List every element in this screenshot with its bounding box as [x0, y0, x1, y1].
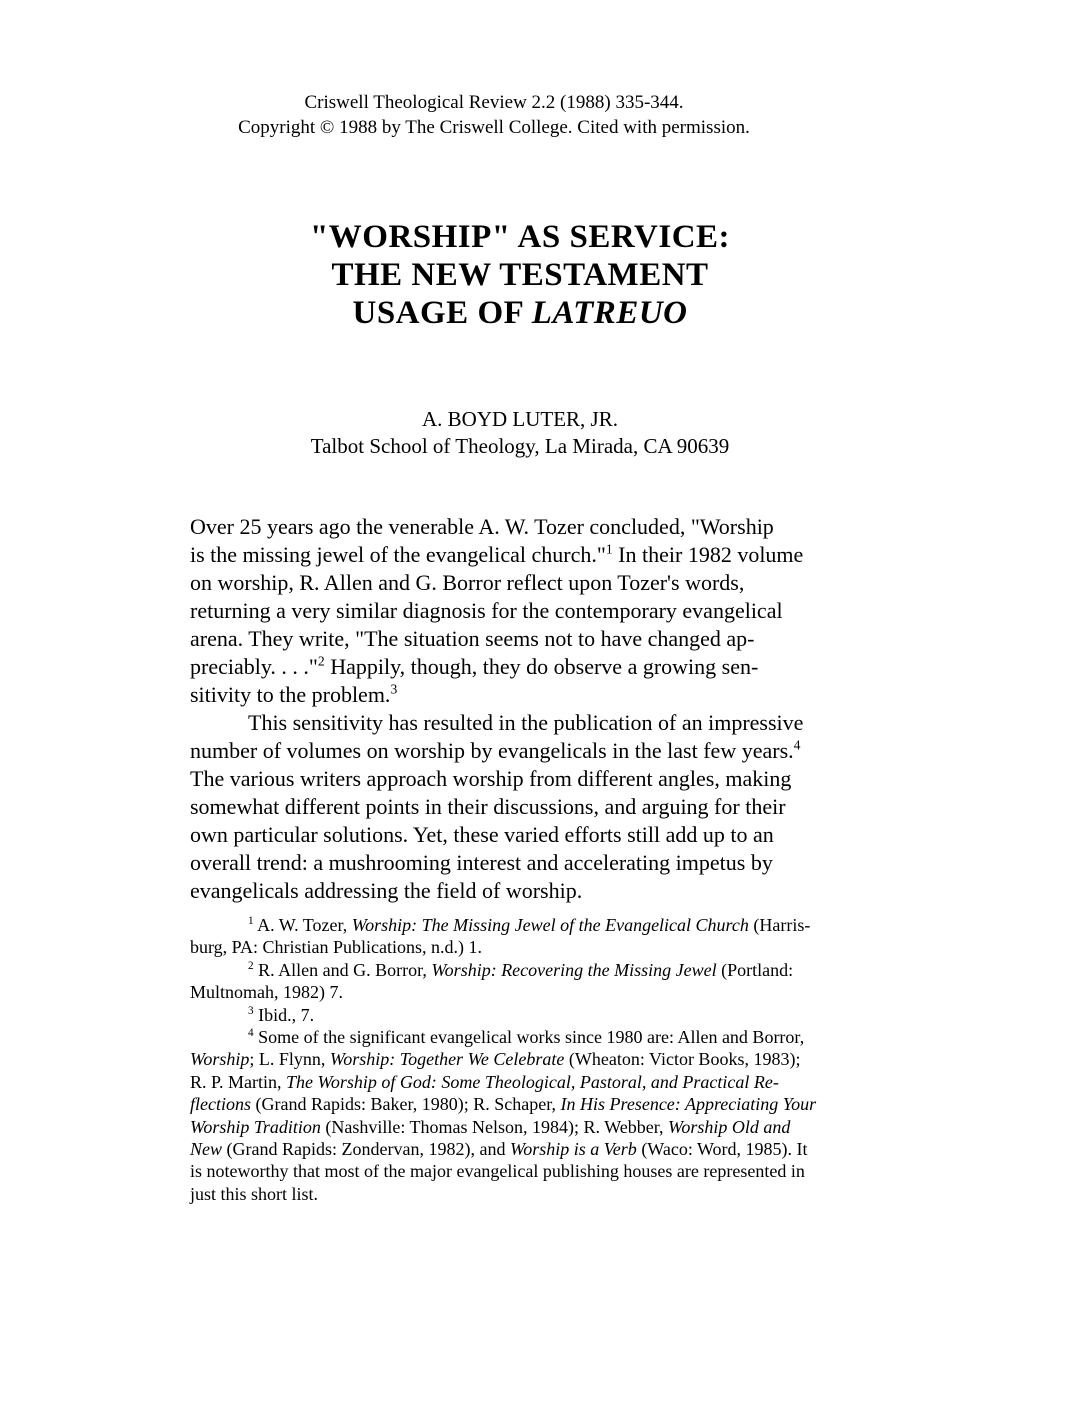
text-line — [190, 1093, 878, 1115]
text-segment: sitivity to the problem. — [190, 682, 391, 707]
paragraph — [190, 959, 878, 1004]
text-segment: R. P. Martin, — [190, 1071, 287, 1092]
article-title — [190, 218, 850, 332]
text-line — [190, 765, 878, 793]
author-block — [190, 406, 850, 460]
paragraph — [190, 1004, 878, 1026]
title-line-3-prefix: USAGE OF — [352, 295, 532, 331]
text-segment: Ibid., 7. — [253, 1004, 315, 1025]
text-line — [190, 653, 878, 681]
text-segment: on worship, R. Allen and G. Borror reflect upon Tozer's words, — [190, 570, 745, 595]
text-segment: is the missing jewel of the evangelical church." — [190, 542, 606, 567]
italic-text: Worship: The Missing Jewel of the Evangelical Church — [351, 915, 749, 935]
italic-text: Worship: Recovering the Missing Jewel — [431, 959, 717, 980]
text-line — [190, 513, 878, 541]
text-segment: (Grand Rapids: Zondervan, 1982), and — [222, 1139, 510, 1160]
text-segment: (Portland: — [716, 959, 794, 980]
text-segment: returning a very similar diagnosis for the contemporary evangelical — [190, 598, 783, 623]
italic-text: Worship Old and — [668, 1116, 791, 1137]
italic-text: The Worship of God: Some Theological, Pastoral, and Practical Re- — [286, 1071, 779, 1092]
text-line — [190, 597, 878, 625]
text-line — [190, 959, 878, 981]
text-segment: somewhat different points in their discussions, and arguing for their — [190, 794, 786, 819]
paragraph — [190, 914, 878, 959]
footnote-marker: 4 — [793, 737, 801, 753]
text-segment: preciably. . . ." — [190, 654, 318, 679]
text-line — [190, 681, 878, 709]
title-line-2: THE NEW TESTAMENT — [331, 257, 709, 293]
text-line — [190, 1026, 878, 1048]
text-line — [190, 1138, 878, 1160]
title-greek-term: LATREUO — [531, 295, 688, 331]
text-segment: (Nashville: Thomas Nelson, 1984); R. Webber, — [320, 1116, 669, 1137]
author-affiliation: Talbot School of Theology, La Mirada, CA 90639 — [310, 434, 730, 458]
text-line — [190, 1183, 878, 1205]
text-segment: (Grand Rapids: Baker, 1980); R. Schaper, — [251, 1094, 561, 1115]
text-segment: (Wheaton: Victor Books, 1983); — [564, 1049, 801, 1070]
text-segment: (Waco: Word, 1985). It — [636, 1139, 808, 1160]
footnote-marker: 3 — [390, 681, 398, 697]
italic-text: Worship — [190, 1049, 250, 1070]
text-segment: Multnomah, 1982) 7. — [190, 982, 343, 1003]
copyright-notice: Copyright © 1988 by The Criswell College. Cited with permission. — [238, 117, 750, 138]
footnotes — [190, 914, 878, 1205]
text-segment: ; L. Flynn, — [249, 1049, 330, 1070]
footnote-marker: 2 — [317, 653, 325, 669]
footnote-marker: 1 — [248, 915, 254, 927]
text-line — [190, 1048, 878, 1070]
author-name: A. BOYD LUTER, JR. — [421, 407, 618, 431]
text-segment: number of volumes on worship by evangelicals in the last few years. — [190, 738, 794, 763]
text-line — [190, 1160, 878, 1182]
text-segment: The various writers approach worship from different angles, making — [190, 766, 792, 791]
text-line — [190, 793, 878, 821]
paragraph — [190, 513, 878, 709]
text-line — [190, 1116, 878, 1138]
text-line — [190, 569, 878, 597]
footnote-marker: 1 — [605, 541, 613, 557]
text-line — [190, 1004, 878, 1026]
italic-text: In His Presence: Appreciating Your — [560, 1094, 817, 1115]
text-segment: is noteworthy that most of the major evangelical publishing houses are represented in — [190, 1161, 805, 1182]
text-line — [190, 936, 878, 958]
text-segment: Over 25 years ago the venerable A. W. Tozer concluded, "Worship — [190, 514, 774, 539]
text-segment: evangelicals addressing the field of worship. — [190, 878, 583, 903]
text-segment: overall trend: a mushrooming interest and accelerating impetus by — [190, 850, 773, 875]
italic-text: Worship is a Verb — [509, 1139, 637, 1160]
text-line — [190, 914, 878, 936]
text-segment: just this short list. — [190, 1183, 319, 1204]
text-segment: (Harris- — [748, 915, 811, 935]
text-line — [190, 877, 878, 905]
italic-text: flections — [190, 1094, 251, 1115]
paragraph — [190, 709, 878, 905]
footnote-marker: 4 — [248, 1027, 254, 1040]
title-line-1: "WORSHIP" AS SERVICE: — [309, 219, 731, 255]
footnote-marker: 3 — [248, 1004, 254, 1017]
text-line — [190, 821, 878, 849]
text-line — [190, 709, 878, 737]
text-segment: A. W. Tozer, — [253, 915, 352, 935]
text-segment: This sensitivity has resulted in the publication of an impressive — [248, 710, 804, 735]
text-line — [190, 849, 878, 877]
text-segment: arena. They write, "The situation seems not to have changed ap- — [190, 626, 755, 651]
article-body — [190, 513, 878, 905]
text-line — [190, 1071, 878, 1093]
paragraph — [190, 1026, 878, 1205]
footnote-marker: 2 — [248, 959, 254, 972]
journal-citation: Criswell Theological Review 2.2 (1988) 335-344. — [304, 92, 684, 113]
text-segment: burg, PA: Christian Publications, n.d.) 1. — [190, 937, 483, 958]
italic-text: New — [190, 1139, 223, 1160]
italic-text: Worship: Together We Celebrate — [329, 1049, 565, 1070]
italic-text: Worship Tradition — [190, 1116, 321, 1137]
text-segment: In their 1982 volume — [612, 542, 804, 567]
title-line-3 — [190, 294, 850, 332]
text-line — [190, 541, 878, 569]
text-segment: R. Allen and G. Borror, — [253, 959, 432, 980]
journal-header — [190, 90, 798, 140]
page-content — [190, 90, 878, 1205]
text-line — [190, 981, 878, 1003]
text-line — [190, 737, 878, 765]
text-segment: Happily, though, they do observe a growing sen- — [324, 654, 759, 679]
text-segment: Some of the significant evangelical works since 1980 are: Allen and Borror, — [253, 1027, 805, 1048]
text-segment: own particular solutions. Yet, these varied efforts still add up to an — [190, 822, 774, 847]
text-line — [190, 625, 878, 653]
